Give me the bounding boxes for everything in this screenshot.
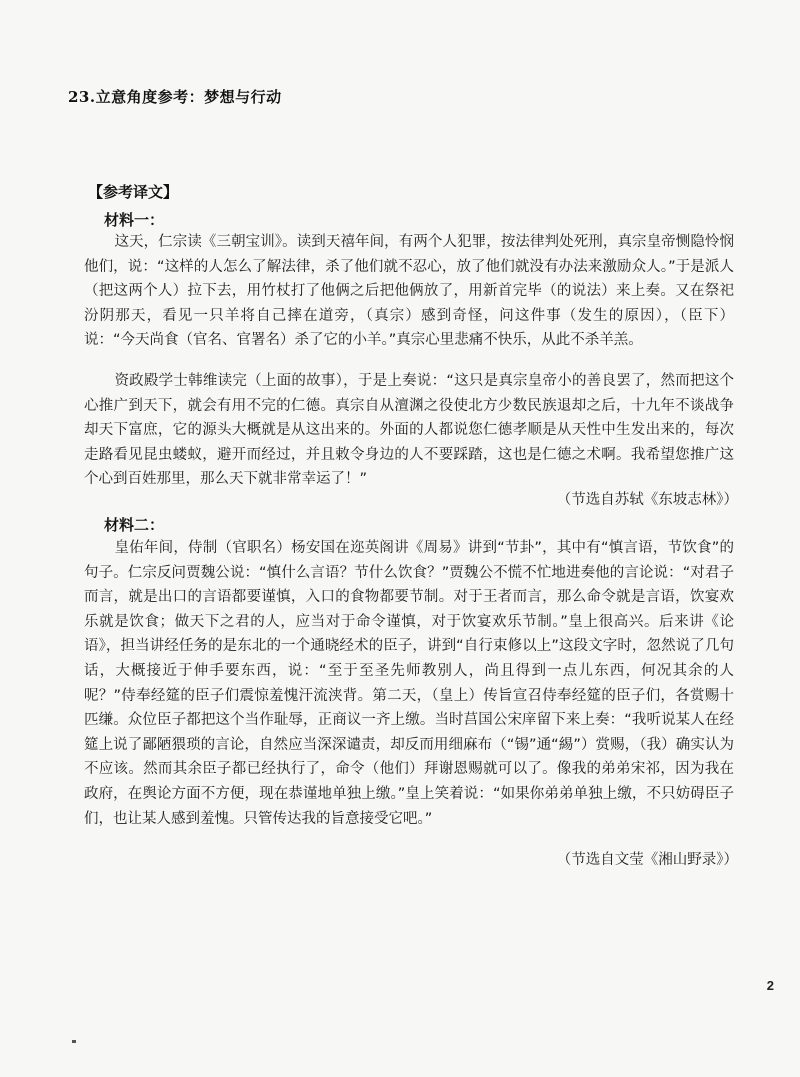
scan-speck [72, 1040, 76, 1043]
material-one-source: （节选自苏轼《东坡志林》） [556, 492, 738, 508]
reference-translation-heading: 【参考译文】 [88, 183, 179, 201]
material-two-source: （节选自文莹《湘山野录》） [556, 852, 738, 868]
page-number: 2 [766, 978, 774, 993]
material-one-paragraph-1: 这天，仁宗读《三朝宝训》。读到天禧年间，有两个人犯罪，按法律判处死刑，真宗皇帝恻隐怜悯他们，说：“这样的人怎么了解法律，杀了他们就不忍心，放了他们就没有办法来激励众人。”于是派人（把这两个人）拉下去，用竹杖打了他俩之后把他俩放了，用新首完毕（的说法）来上奏。又在祭祀汾阴那天，看见一只羊将自己摔在道旁，（真宗）感到奇怪，问这件事（发生的原因），（臣下）说：“今天尚食（官名、官署名）杀了它的小羊。”真宗心里悲痛不快乐，从此不杀羊羔。 [84, 234, 734, 349]
material-one-title: 材料一： [104, 211, 165, 229]
material-two-title: 材料二： [104, 516, 165, 534]
question-23-title: 23.立意角度参考：梦想与行动 [68, 88, 282, 106]
material-two-paragraph: 皇佑年间，侍制（官职名）杨安国在迩英阁讲《周易》讲到“节卦”，其中有“慎言语，节饮食”的句子。仁宗反问贾魏公说：“慎什么言语？节什么饮食？”贾魏公不慌不忙地进奏他的言论说：“对君子而言，就是出口的言语都要谨慎，入口的食物都要节制。对于王者而言，那么命令就是言语，饮宴欢乐就是饮食；做天下之君的人，应当对于命令谨慎，对于饮宴欢乐节制。”皇上很高兴。后来讲《论语》，担当讲经任务的是东北的一个通晓经术的臣子，讲到“自行束修以上”这段文字时，忽然说了几句话，大概接近于伸手要东西，说：“至于至圣先师教别人，尚且得到一点儿东西，何况其余的人呢？”侍奉经筵的臣子们震惊羞愧汗流浃背。第二天，（皇上）传旨宣召侍奉经筵的臣子们，各赏赐十匹缣。众位臣子都把这个当作耻辱，正商议一齐上缴。当时莒国公宋庠留下来上奏：“我听说某人在经筵上说了鄙陋猥琐的言论，自然应当深深谴责，却反而用细麻布（“锡”通“緆”）赏赐，（我）确实认为不应该。然而其余臣子都已经执行了，命令（他们）拜谢恩赐就可以了。像我的弟弟宋祁，因为我在政府，在舆论方面不方便，现在恭谨地单独上缴。”皇上笑着说：“如果你弟弟单独上缴，不只妨碍臣子们，也让某人感到羞愧。只管传达我的旨意接受它吧。” [84, 540, 734, 827]
material-one-paragraph-2: 资政殿学士韩维读完（上面的故事），于是上奏说：“这只是真宗皇帝小的善良罢了，然而把这个心推广到天下，就会有用不完的仁德。真宗自从澶渊之役使北方少数民族退却之后，十九年不谈战争却天下富庶，它的源头大概就是从这出来的。外面的人都说您仁德孝顺是从天性中生发出来的，每次走路看见昆虫蝼蚁，避开而经过，并且敕令身边的人不要踩踏，这也是仁德之术啊。我希望您推广这个心到百姓那里，那么天下就非常幸运了！” [84, 373, 734, 488]
